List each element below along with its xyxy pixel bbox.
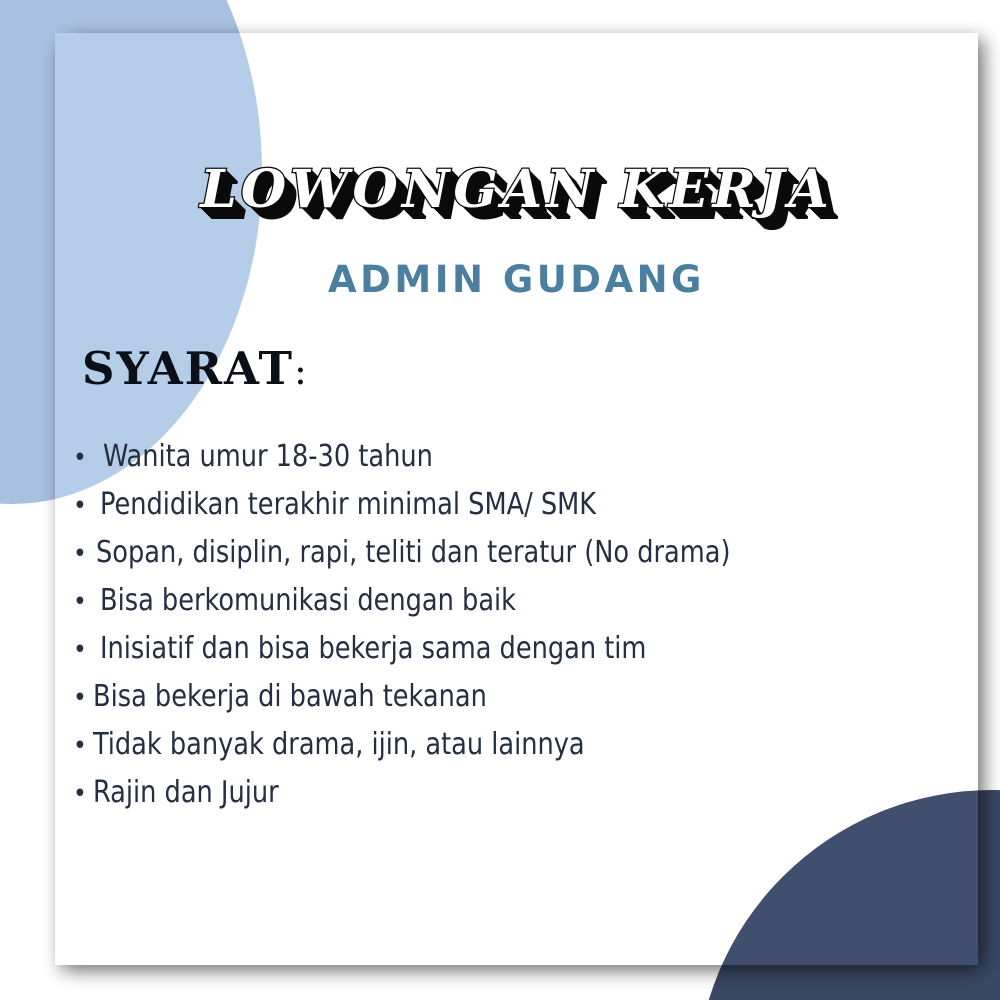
list-item-label: Tidak banyak drama, ijin, atau lainnya: [93, 727, 585, 762]
list-item: [73, 529, 973, 577]
list-item-label: Pendidikan terakhir minimal SMA/ SMK: [100, 487, 597, 522]
poster-headline: LOWONGAN KERJA: [200, 159, 833, 220]
bullet-icon: •: [73, 683, 87, 713]
list-item: [73, 481, 973, 529]
list-item-label: Bisa berkomunikasi dengan baik: [100, 583, 517, 618]
list-item-label: Bisa bekerja di bawah tekanan: [93, 679, 487, 714]
list-item: [73, 721, 973, 769]
list-item: [73, 769, 973, 817]
list-item-label: Rajin dan Jujur: [93, 775, 279, 810]
bullet-icon: •: [73, 587, 87, 617]
list-item: [73, 433, 973, 481]
poster-content: [55, 33, 978, 965]
poster-card: [55, 33, 978, 965]
list-item: [73, 577, 973, 625]
poster-subtitle-job-title: ADMIN GUDANG: [328, 258, 705, 301]
requirements-section-heading: [82, 342, 307, 395]
requirements-heading-label: SYARAT: [82, 342, 294, 395]
bullet-icon: •: [73, 731, 87, 761]
bullet-icon: •: [73, 635, 87, 665]
bullet-icon: •: [73, 491, 87, 521]
bullet-icon: •: [73, 443, 87, 473]
bullet-icon: •: [73, 539, 87, 569]
bullet-icon: •: [73, 779, 87, 809]
list-item-label: Sopan, disiplin, rapi, teliti dan teratur (No drama): [96, 535, 731, 570]
list-item-label: Inisiatif dan bisa bekerja sama dengan tim: [100, 631, 647, 666]
requirements-heading-colon: :: [294, 349, 307, 393]
requirements-list: [73, 433, 973, 817]
list-item-label: Wanita umur 18-30 tahun: [103, 439, 433, 474]
list-item: [73, 625, 973, 673]
list-item: [73, 673, 973, 721]
